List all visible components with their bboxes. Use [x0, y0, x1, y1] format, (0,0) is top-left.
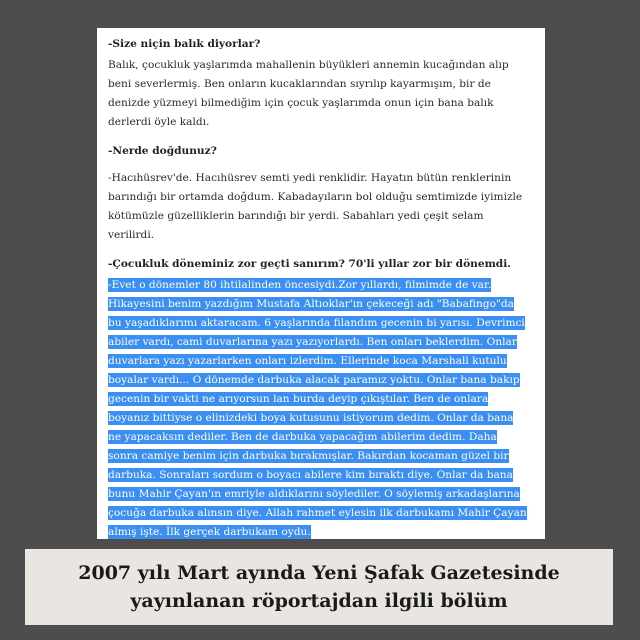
interview-document [97, 28, 545, 539]
caption-line-1: 2007 yılı Mart ayında Yeni Şafak Gazetesinde [78, 562, 560, 584]
caption-banner [25, 549, 613, 625]
answer-1: Balık, çocukluk yaşlarımda mahallenin büyükleri annemin kucağından alıp beni severlermiş. Ben onların kucaklarından sıyrılıp kayarmışım, bir de denizde yüzmeyi bilmediğim için çocuk yaşlarımda onun için bana balık derlerdi öyle kaldı. [108, 59, 509, 128]
caption-line-2: yayınlanan röportajdan ilgili bölüm [130, 590, 508, 612]
answer-2: -Hacıhüsrev'de. Hacıhüsrev semti yedi renklidir. Hayatın bütün renklerinin barındığı bir ortamda doğdum. Kabadayıların bol olduğu semtimizde iyimizle kötümüzle güzelliklerin barındığı bir yerdi. Sabahları yedi çeşit selam verilirdi. [108, 172, 523, 241]
interview-text [108, 35, 528, 542]
question-3: -Çocukluk döneminiz zor geçti sanırım? 70'li yıllar zor bir dönemdi. [108, 258, 511, 270]
question-2: -Nerde doğdunuz? [108, 145, 217, 157]
selected-text-highlight[interactable]: -Evet o dönemler 80 ihtilalinden öncesiydi.Zor yıllardı, filmimde de var. Hikayesini benim yazdığım Mustafa Altıoklar'ın çekeceği adı "Babafingo"da bu yaşadıklarımı aktaracam. 6 yaşlarında filandım gecenin bi yarısı. Devrimci abiler vardı, cami duvarlarına yazı yazıyorlardı. Ben onları beklerdim. Onlar duvarlara yazı yazarlarken onları izlerdim. Ellerinde koca Marshall kutulu boyalar vardı... O dönemde darbuka alacak paramız yoktu. Onlar bana bakıp gecenin bir vakti ne arıyorsun lan burda deyip çıkıştılar. Ben de onlara boyanız bittiyse o elinizdeki boya kutusunu istiyorum dedim. Onlar da bana ne yapacaksın dediler. Ben de darbuka yapacağım abilerim dedim. Daha sonra camiye benim için darbuka bırakmışlar. Bakırdan kocaman güzel bir darbuka. Sonraları sordum o boyacı abilere kim bıraktı diye. Onlar da bana bunu Mahir Çayan'ın emriyle aldıklarını söylediler. O söylemiş arkadaşlarına çocuğa darbuka alınsın diye. Allah rahmet eylesin ilk darbukamı Mahir Çayan almış işte. İlk gerçek darbukam oydu. [108, 279, 527, 538]
answer-3[interactable] [108, 276, 528, 542]
caption-text [78, 559, 559, 615]
question-1: -Size niçin balık diyorlar? [108, 38, 261, 50]
